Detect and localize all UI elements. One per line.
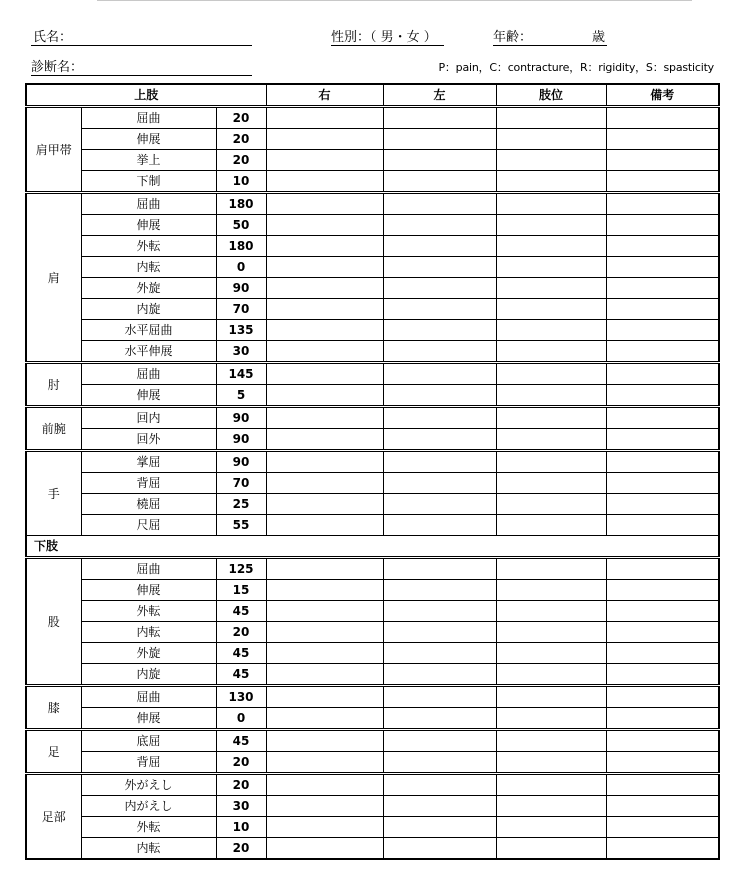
- remarks-cell[interactable]: [606, 236, 719, 257]
- legend-text: P：pain，C：contracture，R：rigidity，S：spasticity: [438, 61, 714, 74]
- remarks-cell[interactable]: [606, 341, 719, 363]
- table-row: [26, 236, 719, 257]
- table-row: [26, 385, 719, 407]
- normal-range-value: 45: [216, 601, 266, 622]
- right-cell[interactable]: [266, 299, 383, 320]
- right-cell[interactable]: [266, 193, 383, 215]
- table-row: [26, 664, 719, 686]
- position-cell[interactable]: [496, 299, 606, 320]
- joint-label: 肩甲帯: [26, 107, 81, 193]
- motion-label: 橈屈: [81, 494, 216, 515]
- name-field-line[interactable]: [31, 45, 252, 46]
- left-cell[interactable]: [383, 622, 496, 643]
- right-cell[interactable]: [266, 107, 383, 129]
- remarks-cell[interactable]: [606, 494, 719, 515]
- right-cell[interactable]: [266, 622, 383, 643]
- table-row: [26, 320, 719, 341]
- motion-label: 屈曲: [81, 363, 216, 385]
- motion-label: 屈曲: [81, 558, 216, 580]
- position-cell[interactable]: [496, 150, 606, 171]
- lower-limb-section-row: [26, 536, 719, 558]
- left-cell[interactable]: [383, 473, 496, 494]
- motion-label: 屈曲: [81, 193, 216, 215]
- name-label: 氏名：: [33, 30, 73, 45]
- normal-range-value: 20: [216, 838, 266, 860]
- position-cell[interactable]: [496, 257, 606, 278]
- left-cell[interactable]: [383, 257, 496, 278]
- normal-range-value: 20: [216, 107, 266, 129]
- position-cell[interactable]: [496, 193, 606, 215]
- motion-label: 外がえし: [81, 774, 216, 796]
- table-row: [26, 580, 719, 601]
- remarks-cell[interactable]: [606, 129, 719, 150]
- right-cell[interactable]: [266, 278, 383, 299]
- right-cell[interactable]: [266, 407, 383, 429]
- normal-range-value: 20: [216, 752, 266, 774]
- normal-range-value: 90: [216, 429, 266, 451]
- left-cell[interactable]: [383, 171, 496, 193]
- motion-label: 内旋: [81, 664, 216, 686]
- table-row: [26, 407, 719, 429]
- position-cell[interactable]: [496, 622, 606, 643]
- normal-range-value: 30: [216, 341, 266, 363]
- position-cell[interactable]: [496, 473, 606, 494]
- normal-range-value: 20: [216, 622, 266, 643]
- col-right: 右: [266, 84, 383, 107]
- position-cell[interactable]: [496, 601, 606, 622]
- motion-label: 屈曲: [81, 686, 216, 708]
- remarks-cell[interactable]: [606, 107, 719, 129]
- normal-range-value: 20: [216, 129, 266, 150]
- table-row: [26, 278, 719, 299]
- table-row: [26, 774, 719, 796]
- remarks-cell[interactable]: [606, 515, 719, 536]
- joint-label: 前腕: [26, 407, 81, 451]
- remarks-cell[interactable]: [606, 817, 719, 838]
- motion-label: 内旋: [81, 299, 216, 320]
- left-cell[interactable]: [383, 558, 496, 580]
- right-cell[interactable]: [266, 601, 383, 622]
- position-cell[interactable]: [496, 774, 606, 796]
- normal-range-value: 180: [216, 236, 266, 257]
- remarks-cell[interactable]: [606, 171, 719, 193]
- left-cell[interactable]: [383, 708, 496, 730]
- position-cell[interactable]: [496, 451, 606, 473]
- table-row: [26, 299, 719, 320]
- table-row: [26, 708, 719, 730]
- motion-label: 伸展: [81, 215, 216, 236]
- normal-range-value: 70: [216, 299, 266, 320]
- col-left: 左: [383, 84, 496, 107]
- normal-range-value: 125: [216, 558, 266, 580]
- right-cell[interactable]: [266, 774, 383, 796]
- motion-label: 外転: [81, 601, 216, 622]
- normal-range-value: 10: [216, 171, 266, 193]
- motion-label: 背屈: [81, 473, 216, 494]
- gender-label: 性別：（ 男・女 ）: [331, 30, 437, 45]
- position-cell[interactable]: [496, 341, 606, 363]
- normal-range-value: 45: [216, 643, 266, 664]
- left-cell[interactable]: [383, 363, 496, 385]
- motion-label: 内転: [81, 257, 216, 278]
- remarks-cell[interactable]: [606, 774, 719, 796]
- right-cell[interactable]: [266, 664, 383, 686]
- position-cell[interactable]: [496, 320, 606, 341]
- normal-range-value: 20: [216, 150, 266, 171]
- position-cell[interactable]: [496, 643, 606, 664]
- right-cell[interactable]: [266, 429, 383, 451]
- position-cell[interactable]: [496, 752, 606, 774]
- normal-range-value: 45: [216, 664, 266, 686]
- table-row: [26, 257, 719, 278]
- position-cell[interactable]: [496, 278, 606, 299]
- position-cell[interactable]: [496, 686, 606, 708]
- left-cell[interactable]: [383, 385, 496, 407]
- right-cell[interactable]: [266, 171, 383, 193]
- remarks-cell[interactable]: [606, 278, 719, 299]
- normal-range-value: 5: [216, 385, 266, 407]
- motion-label: 外転: [81, 817, 216, 838]
- motion-label: 底屈: [81, 730, 216, 752]
- position-cell[interactable]: [496, 385, 606, 407]
- motion-label: 内がえし: [81, 796, 216, 817]
- left-cell[interactable]: [383, 515, 496, 536]
- remarks-cell[interactable]: [606, 601, 719, 622]
- right-cell[interactable]: [266, 257, 383, 278]
- motion-label: 回内: [81, 407, 216, 429]
- col-upper-limb: 上肢: [26, 84, 266, 107]
- left-cell[interactable]: [383, 278, 496, 299]
- motion-label: 外旋: [81, 643, 216, 664]
- motion-label: 水平伸展: [81, 341, 216, 363]
- remarks-cell[interactable]: [606, 664, 719, 686]
- motion-label: 外旋: [81, 278, 216, 299]
- normal-range-value: 90: [216, 451, 266, 473]
- normal-range-value: 20: [216, 774, 266, 796]
- normal-range-value: 135: [216, 320, 266, 341]
- motion-label: 下制: [81, 171, 216, 193]
- motion-label: 背屈: [81, 752, 216, 774]
- motion-label: 外転: [81, 236, 216, 257]
- left-cell[interactable]: [383, 774, 496, 796]
- remarks-cell[interactable]: [606, 363, 719, 385]
- remarks-cell[interactable]: [606, 215, 719, 236]
- table-row: [26, 215, 719, 236]
- left-cell[interactable]: [383, 236, 496, 257]
- joint-label: 手: [26, 451, 81, 536]
- motion-label: 水平屈曲: [81, 320, 216, 341]
- normal-range-value: 130: [216, 686, 266, 708]
- position-cell[interactable]: [496, 838, 606, 860]
- diagnosis-label: 診断名：: [31, 60, 84, 75]
- right-cell[interactable]: [266, 385, 383, 407]
- table-row: [26, 622, 719, 643]
- diagnosis-field-line[interactable]: [31, 75, 252, 76]
- motion-label: 伸展: [81, 385, 216, 407]
- remarks-cell[interactable]: [606, 580, 719, 601]
- table-row: [26, 473, 719, 494]
- table-row: [26, 494, 719, 515]
- motion-label: 屈曲: [81, 107, 216, 129]
- right-cell[interactable]: [266, 150, 383, 171]
- position-cell[interactable]: [496, 817, 606, 838]
- table-row: [26, 429, 719, 451]
- position-cell[interactable]: [496, 171, 606, 193]
- left-cell[interactable]: [383, 643, 496, 664]
- table-row: [26, 838, 719, 860]
- right-cell[interactable]: [266, 708, 383, 730]
- joint-label: 足: [26, 730, 81, 774]
- normal-range-value: 0: [216, 708, 266, 730]
- normal-range-value: 45: [216, 730, 266, 752]
- remarks-cell[interactable]: [606, 299, 719, 320]
- remarks-cell[interactable]: [606, 429, 719, 451]
- lower-limb-section-label: 下肢: [26, 536, 719, 558]
- position-cell[interactable]: [496, 129, 606, 150]
- age-label: 年齢：: [493, 30, 533, 45]
- left-cell[interactable]: [383, 320, 496, 341]
- col-position: 肢位: [496, 84, 606, 107]
- right-cell[interactable]: [266, 341, 383, 363]
- left-cell[interactable]: [383, 193, 496, 215]
- normal-range-value: 25: [216, 494, 266, 515]
- normal-range-value: 90: [216, 278, 266, 299]
- age-unit: 歳: [592, 30, 606, 45]
- remarks-cell[interactable]: [606, 622, 719, 643]
- left-cell[interactable]: [383, 150, 496, 171]
- top-rule: [97, 0, 692, 1]
- table-row: [26, 796, 719, 817]
- position-cell[interactable]: [496, 107, 606, 129]
- right-cell[interactable]: [266, 796, 383, 817]
- left-cell[interactable]: [383, 580, 496, 601]
- normal-range-value: 0: [216, 257, 266, 278]
- remarks-cell[interactable]: [606, 407, 719, 429]
- rom-table: [25, 83, 720, 860]
- joint-label: 肩: [26, 193, 81, 363]
- remarks-cell[interactable]: [606, 150, 719, 171]
- left-cell[interactable]: [383, 494, 496, 515]
- right-cell[interactable]: [266, 752, 383, 774]
- remarks-cell[interactable]: [606, 838, 719, 860]
- table-header-row: [26, 84, 719, 107]
- right-cell[interactable]: [266, 363, 383, 385]
- right-cell[interactable]: [266, 236, 383, 257]
- right-cell[interactable]: [266, 643, 383, 664]
- table-row: [26, 451, 719, 473]
- left-cell[interactable]: [383, 838, 496, 860]
- left-cell[interactable]: [383, 107, 496, 129]
- left-cell[interactable]: [383, 451, 496, 473]
- right-cell[interactable]: [266, 473, 383, 494]
- position-cell[interactable]: [496, 494, 606, 515]
- position-cell[interactable]: [496, 429, 606, 451]
- right-cell[interactable]: [266, 320, 383, 341]
- table-row: [26, 171, 719, 193]
- position-cell[interactable]: [496, 796, 606, 817]
- table-row: [26, 341, 719, 363]
- motion-label: 尺屈: [81, 515, 216, 536]
- gender-field-line[interactable]: [331, 45, 444, 46]
- table-row: [26, 817, 719, 838]
- table-row: [26, 643, 719, 664]
- left-cell[interactable]: [383, 664, 496, 686]
- left-cell[interactable]: [383, 730, 496, 752]
- motion-label: 伸展: [81, 708, 216, 730]
- position-cell[interactable]: [496, 407, 606, 429]
- normal-range-value: 50: [216, 215, 266, 236]
- table-row: [26, 107, 719, 129]
- normal-range-value: 90: [216, 407, 266, 429]
- normal-range-value: 55: [216, 515, 266, 536]
- normal-range-value: 10: [216, 817, 266, 838]
- right-cell[interactable]: [266, 580, 383, 601]
- right-cell[interactable]: [266, 494, 383, 515]
- normal-range-value: 30: [216, 796, 266, 817]
- remarks-cell[interactable]: [606, 686, 719, 708]
- table-row: [26, 150, 719, 171]
- position-cell[interactable]: [496, 708, 606, 730]
- remarks-cell[interactable]: [606, 558, 719, 580]
- remarks-cell[interactable]: [606, 708, 719, 730]
- left-cell[interactable]: [383, 752, 496, 774]
- right-cell[interactable]: [266, 451, 383, 473]
- remarks-cell[interactable]: [606, 752, 719, 774]
- position-cell[interactable]: [496, 363, 606, 385]
- joint-label: 股: [26, 558, 81, 686]
- col-remarks: 備考: [606, 84, 719, 107]
- remarks-cell[interactable]: [606, 796, 719, 817]
- right-cell[interactable]: [266, 817, 383, 838]
- motion-label: 伸展: [81, 580, 216, 601]
- right-cell[interactable]: [266, 215, 383, 236]
- left-cell[interactable]: [383, 686, 496, 708]
- position-cell[interactable]: [496, 215, 606, 236]
- left-cell[interactable]: [383, 407, 496, 429]
- remarks-cell[interactable]: [606, 473, 719, 494]
- table-row: [26, 129, 719, 150]
- remarks-cell[interactable]: [606, 193, 719, 215]
- joint-label: 膝: [26, 686, 81, 730]
- left-cell[interactable]: [383, 817, 496, 838]
- position-cell[interactable]: [496, 515, 606, 536]
- right-cell[interactable]: [266, 129, 383, 150]
- motion-label: 伸展: [81, 129, 216, 150]
- left-cell[interactable]: [383, 299, 496, 320]
- motion-label: 内転: [81, 622, 216, 643]
- normal-range-value: 145: [216, 363, 266, 385]
- right-cell[interactable]: [266, 730, 383, 752]
- table-row: [26, 193, 719, 215]
- table-row: [26, 558, 719, 580]
- table-row: [26, 363, 719, 385]
- age-field-line[interactable]: [493, 45, 607, 46]
- table-row: [26, 752, 719, 774]
- remarks-cell[interactable]: [606, 643, 719, 664]
- right-cell[interactable]: [266, 558, 383, 580]
- left-cell[interactable]: [383, 215, 496, 236]
- left-cell[interactable]: [383, 129, 496, 150]
- position-cell[interactable]: [496, 558, 606, 580]
- normal-range-value: 70: [216, 473, 266, 494]
- right-cell[interactable]: [266, 515, 383, 536]
- remarks-cell[interactable]: [606, 730, 719, 752]
- table-row: [26, 601, 719, 622]
- left-cell[interactable]: [383, 796, 496, 817]
- remarks-cell[interactable]: [606, 257, 719, 278]
- joint-label: 肘: [26, 363, 81, 407]
- motion-label: 掌屈: [81, 451, 216, 473]
- right-cell[interactable]: [266, 838, 383, 860]
- table-row: [26, 686, 719, 708]
- normal-range-value: 180: [216, 193, 266, 215]
- position-cell[interactable]: [496, 236, 606, 257]
- position-cell[interactable]: [496, 664, 606, 686]
- motion-label: 回外: [81, 429, 216, 451]
- position-cell[interactable]: [496, 730, 606, 752]
- left-cell[interactable]: [383, 601, 496, 622]
- remarks-cell[interactable]: [606, 320, 719, 341]
- motion-label: 挙上: [81, 150, 216, 171]
- remarks-cell[interactable]: [606, 385, 719, 407]
- right-cell[interactable]: [266, 686, 383, 708]
- remarks-cell[interactable]: [606, 451, 719, 473]
- table-row: [26, 515, 719, 536]
- joint-label: 足部: [26, 774, 81, 860]
- left-cell[interactable]: [383, 429, 496, 451]
- left-cell[interactable]: [383, 341, 496, 363]
- normal-range-value: 15: [216, 580, 266, 601]
- position-cell[interactable]: [496, 580, 606, 601]
- table-row: [26, 730, 719, 752]
- motion-label: 内転: [81, 838, 216, 860]
